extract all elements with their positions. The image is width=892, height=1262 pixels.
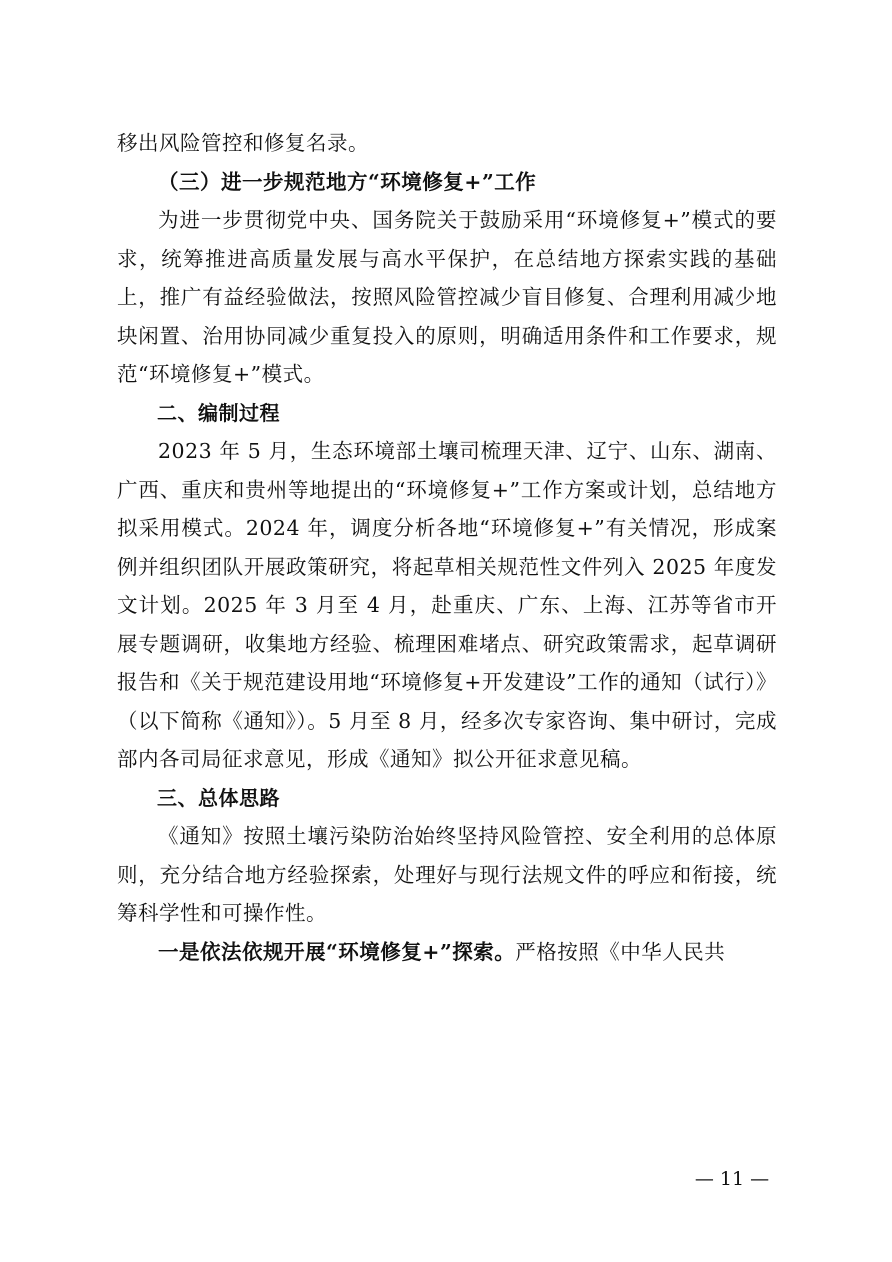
first-point-lead: 一是依法依规开展“环境修复+”探索。 [158, 939, 516, 964]
page-number: — 11 — [694, 1168, 770, 1190]
document-body [117, 124, 777, 971]
paragraph-first-point [117, 933, 777, 972]
paragraph-compilation-process: 2023 年 5 月，生态环境部土壤司梳理天津、辽宁、山东、湖南、广西、重庆和贵州等地提出的“环境修复+”工作方案或计划，总结地方拟采用模式。2024 年，调度分析各地“环境修复+”有关情况，形成案例并组织团队开展政策研究，将起草相关规范性文件列入 2025 年度发文计划。2025 年 3 月至 4 月，赴重庆、广东、上海、江苏等省市开展专题调研，收集地方经验、梳理困难堵点、研究政策需求，起草调研报告和《关于规范建设用地“环境修复+开发建设”工作的通知（试行）》（以下简称《通知》）。5 月至 8 月，经多次专家咨询、集中研讨，完成部内各司局征求意见，形成《通知》拟公开征求意见稿。 [117, 439, 777, 771]
section-heading-overall-approach: 三、总体思路 [157, 785, 280, 810]
subsection-heading: （三）进一步规范地方“环境修复+”工作 [158, 169, 537, 194]
first-point-text: 严格按照《中华人民共 [515, 939, 726, 964]
paragraph-overall-approach: 《通知》按照土壤污染防治始终坚持风险管控、安全利用的总体原则，充分结合地方经验探索，处理好与现行法规文件的呼应和衔接，统筹科学性和可操作性。 [117, 824, 777, 925]
paragraph-continuation: 移出风险管控和修复名录。 [117, 131, 369, 155]
paragraph-environment-repair: 为进一步贯彻党中央、国务院关于鼓励采用“环境修复+”模式的要求，统筹推进高质量发展与高水平保护，在总结地方探索实践的基础上，推广有益经验做法，按照风险管控减少盲目修复、合理利用减少地块闲置、治用协同减少重复投入的原则，明确适用条件和工作要求，规范“环境修复+”模式。 [117, 208, 777, 386]
section-heading-compilation-process: 二、编制过程 [157, 400, 280, 425]
